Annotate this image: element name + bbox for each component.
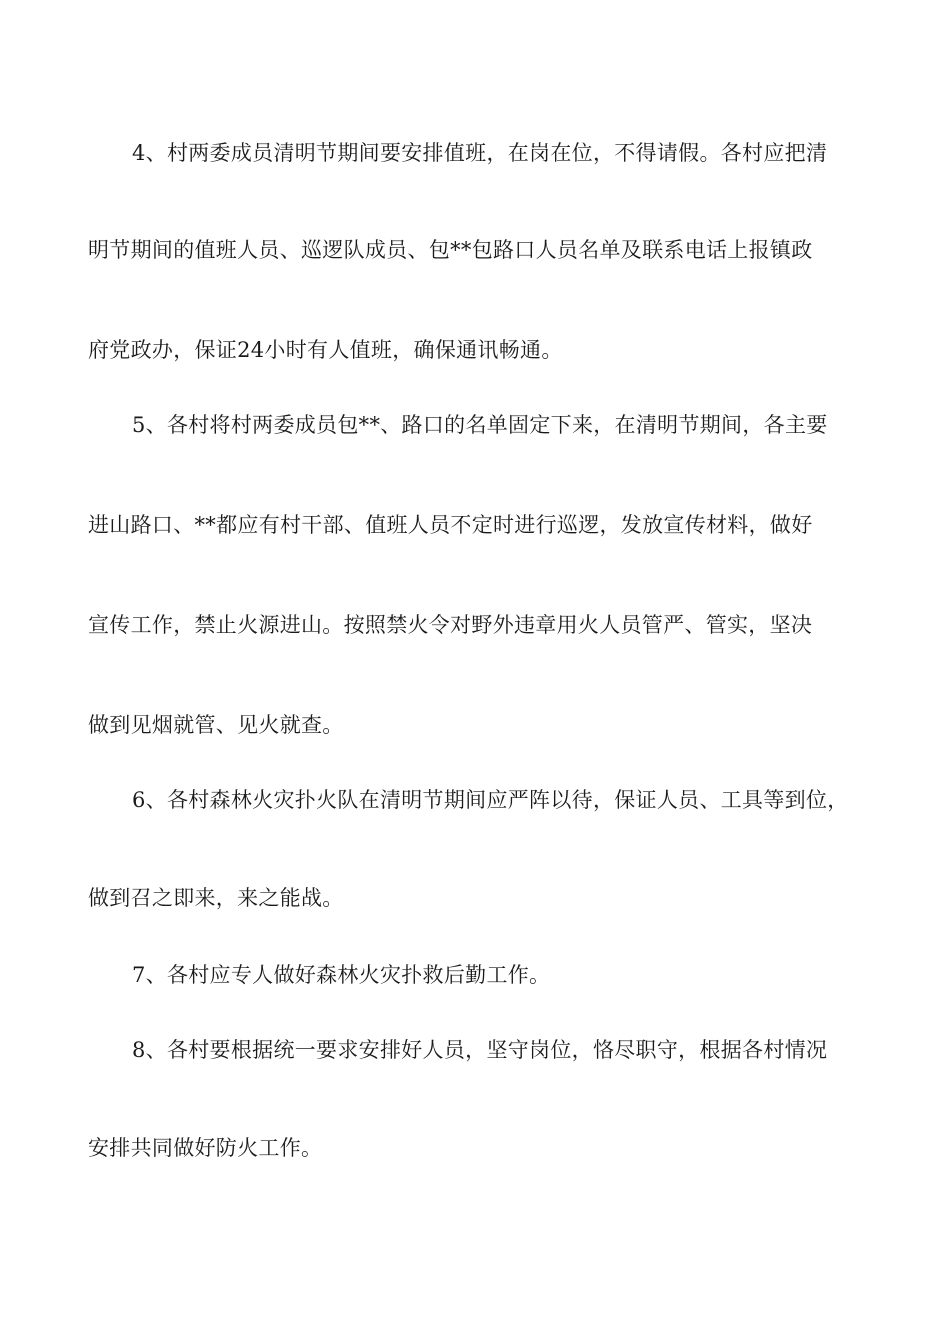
item-8-line-2: 安排共同做好防火工作。 [88,1136,323,1160]
item-7-line-1: 7、各村应专人做好森林火灾扑救后勤工作。 [132,963,551,987]
item-5-line-2: 进山路口、**都应有村干部、值班人员不定时进行巡逻，发放宣传材料，做好 [88,513,813,537]
item-4-line-2: 明节期间的值班人员、巡逻队成员、包**包路口人员名单及联系电话上报镇政 [88,238,813,262]
item-4-line-3: 府党政办，保证24小时有人值班，确保通讯畅通。 [88,338,563,362]
item-6-line-2: 做到召之即来，来之能战。 [88,886,344,910]
item-6-line-1: 6、各村森林火灾扑火队在清明节期间应严阵以待，保证人员、工具等到位， [132,788,849,812]
item-5-line-3: 宣传工作，禁止火源进山。按照禁火令对野外违章用火人员管严、管实，坚决 [88,613,813,637]
item-8-line-1: 8、各村要根据统一要求安排好人员，坚守岗位，恪尽职守，根据各村情况 [132,1038,828,1062]
item-5-line-4: 做到见烟就管、见火就查。 [88,713,344,737]
item-4-line-1: 4、村两委成员清明节期间要安排值班，在岗在位，不得请假。各村应把清 [132,141,828,165]
item-5-line-1: 5、各村将村两委成员包**、路口的名单固定下来，在清明节期间，各主要 [132,413,828,437]
